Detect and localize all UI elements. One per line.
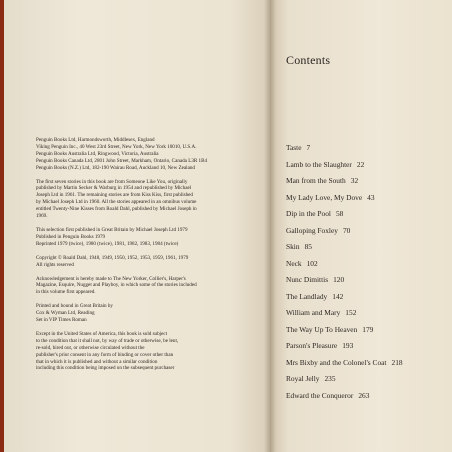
- printer-block: [36, 303, 264, 324]
- contents-list: [286, 140, 450, 404]
- origin-line: Joseph Ltd in 1961. The remaining stories are from Kiss Kiss, first published: [36, 192, 193, 199]
- copyright-text: [36, 137, 264, 379]
- contents-entry: [286, 272, 450, 289]
- page-number: 218: [391, 357, 403, 367]
- page-number: 70: [342, 225, 351, 235]
- story-title: The Landlady: [286, 291, 328, 301]
- page-number: 193: [342, 341, 354, 350]
- story-title: Man from the South: [286, 176, 346, 185]
- page-number: 58: [335, 209, 344, 218]
- contents-entry: [286, 289, 450, 306]
- conditions-line: to the condition that it shall not, by way of trade or otherwise, be lent,: [36, 337, 179, 344]
- publisher-line: Penguin Books Ltd, Harmondsworth, Middlesex, England: [36, 137, 155, 143]
- conditions-line: publisher's prior consent in any form of binding or cover other than: [36, 351, 174, 358]
- story-title: Parson's Pleasure: [286, 341, 338, 350]
- story-title: Edward the Conqueror: [286, 390, 354, 400]
- story-title: Royal Jelly: [286, 374, 320, 383]
- contents-entry: [286, 305, 450, 322]
- contents-entry: [286, 338, 450, 355]
- story-title: Neck: [286, 258, 302, 268]
- page-number: 120: [333, 275, 345, 284]
- story-title: Lamb to the Slaughter: [286, 159, 352, 169]
- conditions-block: [36, 331, 264, 372]
- origin-line: The first seven stories in this book are from Someone Like You, originally: [36, 178, 188, 185]
- page-number: 7: [306, 143, 311, 152]
- contents-entry: [286, 157, 450, 174]
- page-number: 22: [356, 159, 365, 169]
- cover-edge: [0, 0, 4, 452]
- story-title: Dip in the Pool: [286, 209, 331, 218]
- origin-line: published by Martin Secker & Warburg in 1954 and republished by Michael: [36, 185, 192, 192]
- page-number: 152: [345, 308, 357, 317]
- conditions-line: that in which it is published and without a similar condition: [36, 358, 158, 365]
- page-number: 43: [367, 192, 375, 202]
- story-title: Galloping Foxley: [286, 225, 338, 235]
- contents-entry: [286, 256, 450, 273]
- story-title: Nunc Dimittis: [286, 275, 329, 284]
- printer-line: Cox & Wyman Ltd, Reading: [36, 310, 95, 317]
- origin-line: 1969.: [36, 213, 48, 220]
- printer-line: Printed and bound in Great Britain by: [36, 303, 113, 310]
- story-title: My Lady Love, My Dove: [286, 192, 363, 202]
- origin-line: by Michael Joseph Ltd in 1960. All the stories appeared in an omnibus volume: [36, 199, 197, 206]
- edition-block: [36, 227, 264, 248]
- copyright-line: Copyright © Roald Dahl, 1948, 1949, 1950, 1952, 1953, 1959, 1961, 1979: [36, 254, 189, 261]
- contents-entry: [286, 355, 450, 372]
- acknowledgement-line: in this volume first appeared.: [36, 289, 96, 296]
- page-number: 102: [306, 258, 318, 268]
- acknowledgement-line: Magazine, Esquire, Nugget and Playboy, in which some of the stories included: [36, 282, 197, 289]
- publisher-line: Penguin Books (N.Z.) Ltd, 182-190 Wairau Road, Auckland 10, New Zealand: [36, 164, 195, 171]
- contents-entry: [286, 371, 450, 388]
- contents-entry: [286, 190, 450, 207]
- page-number: 179: [362, 324, 374, 334]
- story-title: The Way Up To Heaven: [286, 324, 358, 334]
- contents-entry: [286, 239, 450, 256]
- edition-line: This selection first published in Great Britain by Michael Joseph Ltd 1979: [36, 226, 188, 233]
- printer-line: Set in VIP Times Roman: [36, 317, 87, 324]
- page-number: 32: [350, 176, 359, 185]
- copyright-line: All rights reserved: [36, 261, 74, 268]
- contents-entry: [286, 223, 450, 240]
- edition-line: Published in Penguin Books 1979: [36, 233, 106, 240]
- contents-entry: [286, 206, 450, 223]
- story-title: Skin: [286, 242, 300, 251]
- conditions-line: Except in the United States of America, this book is sold subject: [36, 330, 167, 337]
- edition-line: Reprinted 1979 (twice), 1980 (twice), 1981, 1982, 1983, 1984 (twice): [36, 240, 179, 247]
- publisher-line: Penguin Books Australia Ltd, Ringwood, Victoria, Australia: [36, 150, 159, 157]
- contents-entry: [286, 140, 450, 157]
- publisher-line: Penguin Books Canada Ltd, 2801 John Street, Markham, Ontario, Canada L3R 1B4: [36, 157, 208, 164]
- story-title: Mrs Bixby and the Colonel's Coat: [286, 357, 387, 367]
- book-gutter: [264, 0, 276, 452]
- acknowledgement-line: Acknowledgement is hereby made to The New Yorker, Collier's, Harper's: [36, 275, 186, 282]
- story-title: Taste: [286, 143, 302, 152]
- publisher-line: Viking Penguin Inc., 40 West 23rd Street, New York, New York 10010, U.S.A.: [36, 143, 197, 150]
- contents-entry: [286, 322, 450, 339]
- origin-block: [36, 179, 264, 220]
- conditions-line: including this condition being imposed on the subsequent purchaser: [36, 365, 175, 372]
- page-number: 142: [332, 291, 344, 301]
- conditions-line: re-sold, hired out, or otherwise circulated without the: [36, 344, 145, 351]
- page-number: 235: [324, 374, 336, 383]
- copyright-block: [36, 255, 264, 269]
- contents-entry: [286, 173, 450, 190]
- page-number: 263: [358, 390, 370, 400]
- publisher-block: [36, 137, 264, 172]
- acknowledgement-block: [36, 276, 264, 297]
- contents-entry: [286, 388, 450, 405]
- page-number: 85: [304, 242, 312, 251]
- origin-line: entitled Twenty-Nine Kisses from Roald Dahl, published by Michael Joseph in: [36, 206, 197, 213]
- contents-title: Contents: [286, 53, 331, 67]
- story-title: William and Mary: [286, 308, 341, 317]
